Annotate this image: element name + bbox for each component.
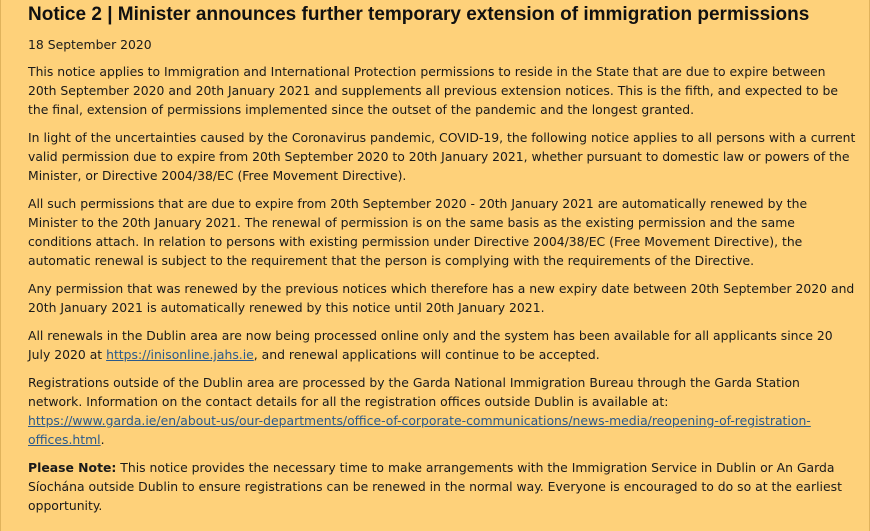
outside-dublin-text: Registrations outside of the Dublin area are processed by the Garda National Immigration Bureau through the Garda Station network. Information on the contact details for all the registration offices outside Dublin is available at: [28, 375, 800, 409]
dublin-text-end: , and renewal applications will continue to be accepted. [253, 347, 600, 362]
please-note-label: Please Note: [28, 460, 117, 475]
paragraph-scope: This notice applies to Immigration and International Protection permissions to reside in the State that are due to expire between 20th September 2020 and 20th January 2021 and supplements all previous extension notices. This is the fifth, and expected to be the final, extension of permissions implemented since the outset of the pandemic and the longest granted. [28, 64, 839, 117]
dublin-text: All renewals in the Dublin area are now being processed online only and the system has been available for all applicants since 20 July 2020 at [28, 328, 833, 362]
paragraph-dublin-online [28, 326, 857, 364]
garda-offices-link[interactable]: https://www.garda.ie/en/about-us/our-departments/office-of-corporate-communications/news-media/reopening-of-registration-offices.html [28, 413, 811, 447]
paragraph-context: In light of the uncertainties caused by the Coronavirus pandemic, COVID-19, the following notice applies to all persons with a current valid permission due to expire from 20th September 2020 to 20th January 2021, whether pursuant to domestic law or powers of the Minister, or Directive 2004/38/EC (Free Movement Directive). [28, 130, 856, 183]
paragraph-previous-notices: Any permission that was renewed by the previous notices which therefore has a new expiry date between 20th September 2020 and 20th January 2021 is automatically renewed by this notice until 20th January 2021. [28, 281, 855, 315]
paragraph-renewal: All such permissions that are due to expire from 20th September 2020 - 20th January 2021 are automatically renewed by the Minister to the 20th January 2021. The renewal of permission is on the same basis as the existing permission and the same conditions attach. In relation to persons with existing permission under Directive 2004/38/EC (Free Movement Directive), the automatic renewal is subject to the requirement that the person is complying with the requirements of the Directive. [28, 196, 808, 268]
paragraph-outside-dublin [28, 373, 857, 449]
inisonline-link[interactable]: https://inisonline.jahs.ie [106, 347, 254, 362]
notice-title: Notice 2 | Minister announces further temporary extension of immigration permissions [28, 4, 810, 25]
outside-dublin-text-end: . [100, 432, 105, 447]
please-note-text: This notice provides the necessary time to make arrangements with the Immigration Service in Dublin or An Garda Síochána outside Dublin to ensure registrations can be renewed in the normal way. Everyone is encouraged to do so at the earliest opportunity. [28, 460, 842, 513]
paragraph-please-note [28, 458, 857, 515]
notice-date: 18 September 2020 [28, 37, 152, 52]
